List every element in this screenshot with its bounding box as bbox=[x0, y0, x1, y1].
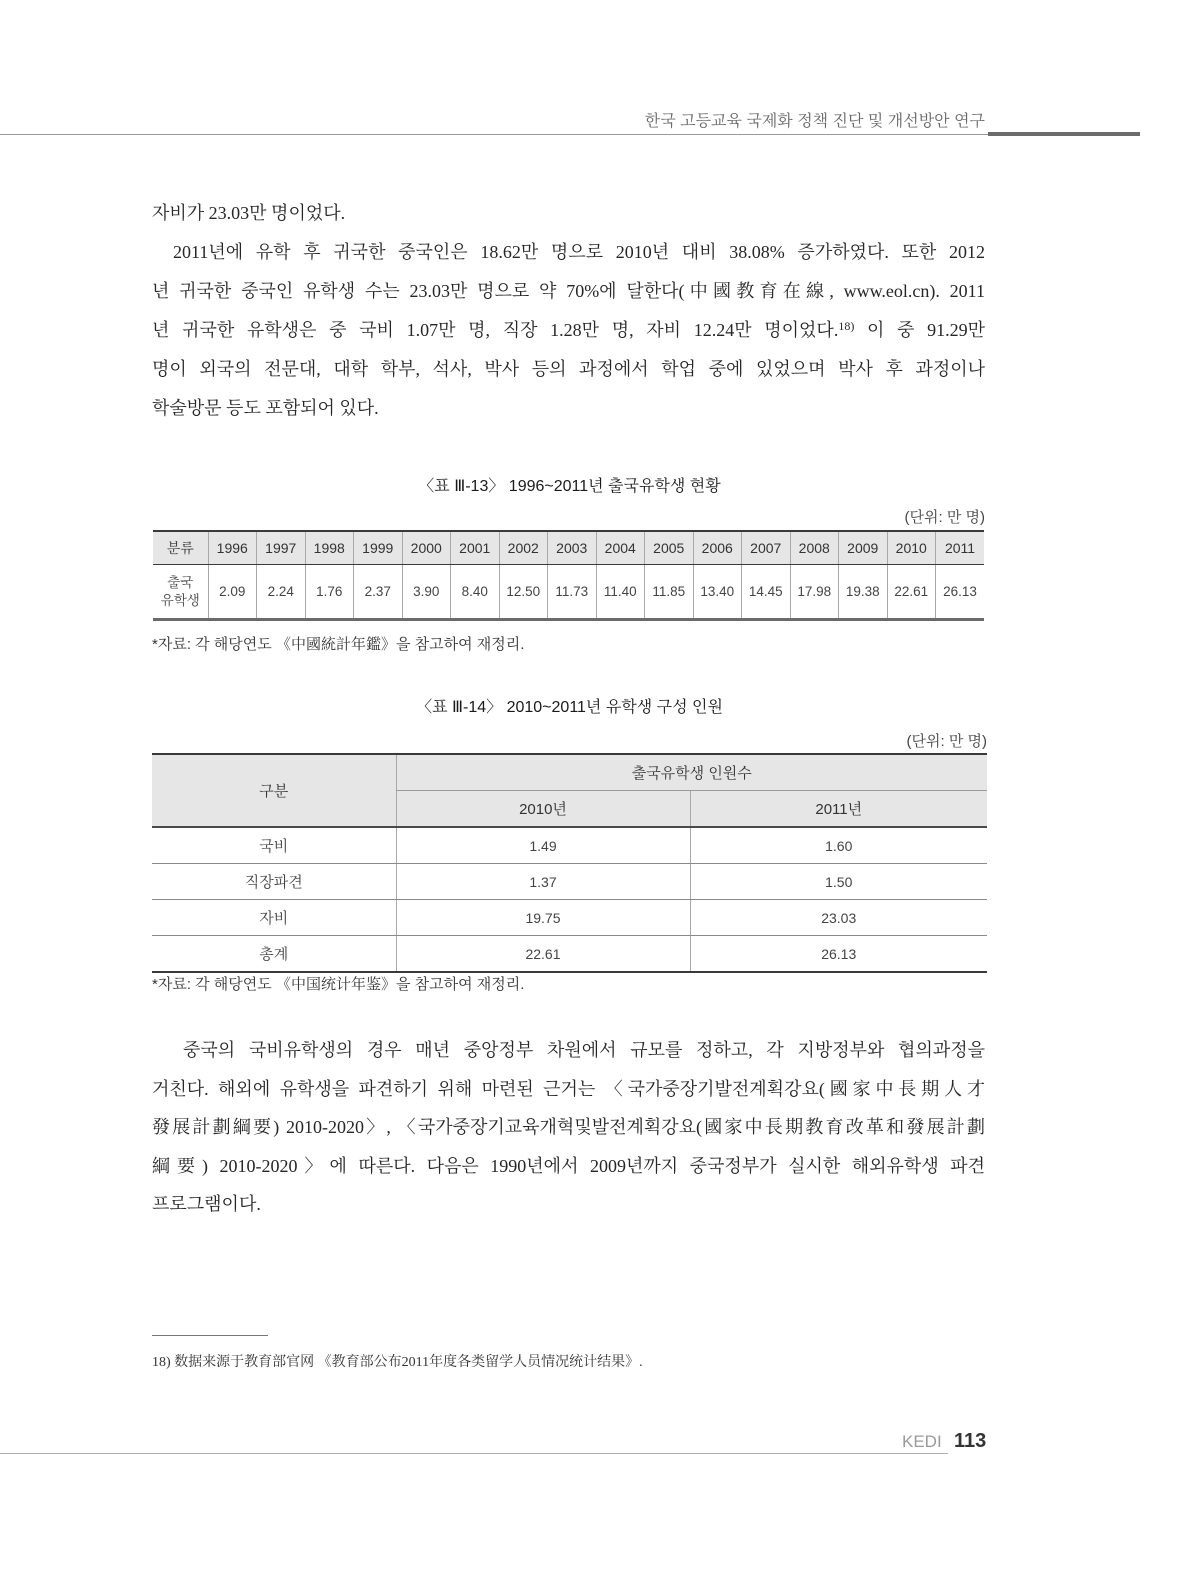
body-line bbox=[152, 311, 985, 350]
table-row bbox=[152, 827, 987, 864]
body-line: 학술방문 등도 포함되어 있다. bbox=[152, 398, 379, 418]
table-outbound-students-by-year bbox=[153, 530, 984, 621]
running-title: 한국 고등교육 국제화 정책 진단 및 개선방안 연구 bbox=[644, 113, 985, 130]
table-row bbox=[152, 900, 987, 936]
header-category: 구분 bbox=[152, 754, 396, 827]
value-cell: 13.40 bbox=[693, 565, 742, 620]
value-cell: 17.98 bbox=[790, 565, 839, 620]
table-student-composition bbox=[152, 753, 987, 973]
table-row bbox=[152, 936, 987, 973]
footnote bbox=[152, 1352, 643, 1374]
body-line: 거친다. 해외에 유학생을 파견하기 위해 마련된 근거는 〈국가중장기발전계획강요(國家中長期人才 bbox=[152, 1078, 985, 1099]
row-label bbox=[153, 565, 208, 620]
table2-source-note: *자료: 각 해당연도 《中国统计年鉴》을 참고하여 재정리. bbox=[152, 976, 525, 993]
header-year: 2011년 bbox=[690, 791, 987, 828]
header-year: 2001 bbox=[451, 531, 500, 565]
row-label: 총계 bbox=[152, 936, 396, 973]
value-cell: 12.50 bbox=[499, 565, 548, 620]
header-year: 2003 bbox=[548, 531, 597, 565]
table1-title: 〈표 Ⅲ-13〉 1996~2011년 출국유학생 현황 bbox=[418, 478, 721, 495]
value-cell: 8.40 bbox=[451, 565, 500, 620]
body-line-text: 이 중 91.29만 bbox=[854, 320, 985, 340]
value-cell: 1.37 bbox=[396, 864, 690, 900]
table-row bbox=[153, 565, 984, 620]
body-line: 년 귀국한 중국인 유학생 수는 23.03만 명으로 약 70%에 달한다(中國教育在線, www.eol.cn). 2011 bbox=[152, 281, 985, 301]
table1-source-note: *자료: 각 해당연도 《中國統計年鑑》을 참고하여 재정리. bbox=[152, 636, 525, 653]
header-year: 1998 bbox=[305, 531, 354, 565]
header-category: 분류 bbox=[153, 531, 208, 565]
body-line: 發展計劃綱要) 2010-2020〉, 〈국가중장기교육개혁및발전계획강요(國家中長期教育改革和發展計劃 bbox=[152, 1117, 985, 1137]
header-year: 2009 bbox=[839, 531, 888, 565]
row-label: 국비 bbox=[152, 827, 396, 864]
table2-title: 〈표 Ⅲ-14〉 2010~2011년 유학생 구성 인원 bbox=[416, 699, 723, 716]
body-line-text: 년 귀국한 유학생은 중 국비 1.07만 명, 직장 1.28만 명, 자비 12.24만 명이었다. bbox=[152, 320, 839, 340]
value-cell: 11.73 bbox=[548, 565, 597, 620]
value-cell: 26.13 bbox=[690, 936, 987, 973]
body-text-bottom bbox=[152, 1031, 985, 1224]
header-year: 2002 bbox=[499, 531, 548, 565]
page-number: 113 bbox=[954, 1430, 987, 1452]
table-header-row bbox=[152, 754, 987, 791]
value-cell: 3.90 bbox=[402, 565, 451, 620]
value-cell: 19.38 bbox=[839, 565, 888, 620]
footnote-number: 18) bbox=[152, 1355, 171, 1370]
row-label-line: 출국 bbox=[167, 574, 194, 590]
value-cell: 14.45 bbox=[742, 565, 791, 620]
body-line: 명이 외국의 전문대, 대학 학부, 석사, 박사 등의 과정에서 학업 중에 있었으며 박사 후 과정이나 bbox=[152, 359, 985, 379]
value-cell: 2.37 bbox=[354, 565, 403, 620]
value-cell: 1.60 bbox=[690, 827, 987, 864]
body-line: 2011년에 유학 후 귀국한 중국인은 18.62만 명으로 2010년 대비 38.08% 증가하였다. 또한 2012 bbox=[173, 242, 985, 262]
value-cell: 1.50 bbox=[690, 864, 987, 900]
body-line: 프로그램이다. bbox=[152, 1194, 261, 1214]
body-text-top bbox=[152, 194, 985, 428]
footer-rule bbox=[0, 1453, 948, 1454]
header-year: 2004 bbox=[596, 531, 645, 565]
value-cell: 22.61 bbox=[396, 936, 690, 973]
row-label-line: 유학생 bbox=[160, 592, 200, 608]
header-group: 출국유학생 인원수 bbox=[396, 754, 987, 791]
value-cell: 2.24 bbox=[257, 565, 306, 620]
value-cell: 1.49 bbox=[396, 827, 690, 864]
header-accent-bar bbox=[988, 132, 1140, 136]
header-year: 2010년 bbox=[396, 791, 690, 828]
value-cell: 1.76 bbox=[305, 565, 354, 620]
header-year: 2011 bbox=[936, 531, 985, 565]
header-year: 2006 bbox=[693, 531, 742, 565]
row-label: 자비 bbox=[152, 900, 396, 936]
table-header-row bbox=[153, 531, 984, 565]
row-label: 직장파견 bbox=[152, 864, 396, 900]
header-year: 2010 bbox=[887, 531, 936, 565]
table2-unit: (단위: 만 명) bbox=[906, 733, 987, 750]
header-rule bbox=[0, 134, 990, 135]
table1-unit: (단위: 만 명) bbox=[904, 509, 985, 526]
value-cell: 19.75 bbox=[396, 900, 690, 936]
header-year: 2007 bbox=[742, 531, 791, 565]
body-line: 중국의 국비유학생의 경우 매년 중앙정부 차원에서 규모를 정하고, 각 지방정부와 협의과정을 bbox=[183, 1040, 985, 1060]
header-year: 1999 bbox=[354, 531, 403, 565]
body-line: 자비가 23.03만 명이었다. bbox=[152, 203, 346, 223]
footnote-reference: 18) bbox=[838, 319, 855, 333]
header-year: 1997 bbox=[257, 531, 306, 565]
value-cell: 22.61 bbox=[887, 565, 936, 620]
header-year: 2005 bbox=[645, 531, 694, 565]
footer-publisher: KEDI bbox=[902, 1432, 942, 1451]
header-year: 1996 bbox=[208, 531, 257, 565]
value-cell: 11.40 bbox=[596, 565, 645, 620]
body-line: 綱要) 2010-2020〉에 따른다. 다음은 1990년에서 2009년까지 중국정부가 실시한 해외유학생 파견 bbox=[152, 1155, 985, 1176]
footnote-separator bbox=[152, 1335, 268, 1336]
header-year: 2008 bbox=[790, 531, 839, 565]
value-cell: 23.03 bbox=[690, 900, 987, 936]
header-year: 2000 bbox=[402, 531, 451, 565]
footnote-text: 数据来源于教育部官网 《教育部公布2011年度各类留学人员情况统计结果》. bbox=[174, 1355, 643, 1370]
table-row bbox=[152, 864, 987, 900]
value-cell: 11.85 bbox=[645, 565, 694, 620]
value-cell: 26.13 bbox=[936, 565, 985, 620]
value-cell: 2.09 bbox=[208, 565, 257, 620]
